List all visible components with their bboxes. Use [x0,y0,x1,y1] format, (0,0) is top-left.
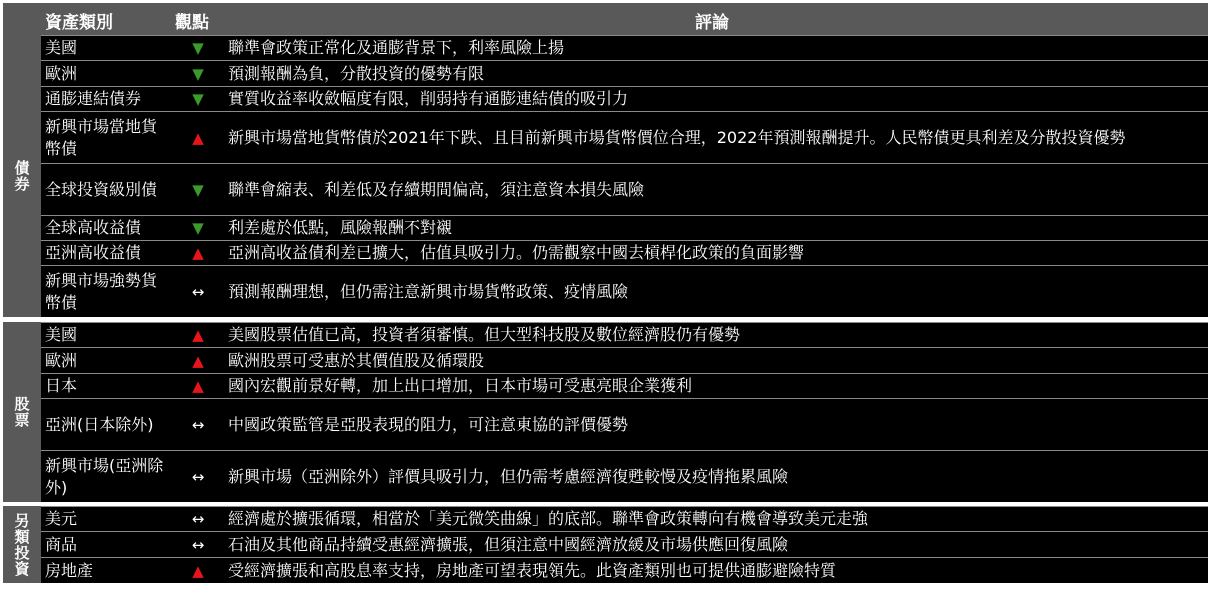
comment-text: 亞洲高收益債利差已擴大，估值具吸引力。仍需觀察中國去槓桿化政策的負面影響 [228,243,805,262]
left-right-arrow-icon: ↔ [191,282,205,301]
asset-category: 通膨連結債券 [45,89,142,108]
group-label [3,506,41,583]
comment-text: 新興市場（亞洲除外）評價具吸引力，但仍需考慮經濟復甦較慢及疫情拖累風險 [228,466,789,486]
comment-text: 受經濟擴張和高股息率支持，房地產可望表現領先。此資產類別也可提供通膨避險特質 [228,560,837,580]
table-row [41,35,1208,60]
asset-group [3,506,1208,583]
up-arrow-icon: ▲ [192,128,204,147]
asset-group [3,35,1208,317]
down-arrow-icon: ▼ [192,219,204,237]
up-arrow-icon: ▲ [192,326,204,344]
table-row [41,163,1208,215]
left-right-arrow-icon: ↔ [191,467,205,486]
comment-text: 石油及其他商品持續受惠經濟擴張，但須注意中國經濟放緩及市場供應回復風險 [228,534,789,554]
table-row [41,373,1208,398]
asset-category: 新興市場強勢貨幣債 [45,270,158,312]
asset-category: 新興市場(亞洲除外) [45,455,164,497]
up-arrow-icon: ▲ [192,561,204,580]
asset-group [3,322,1208,502]
asset-category: 歐洲 [45,63,78,83]
up-arrow-icon: ▲ [192,351,204,370]
comment-text: 美國股票估值已高，投資者須審慎。但大型科技股及數位經濟股仍有優勢 [228,325,741,344]
group-label-text: 股票 [12,396,31,428]
group-label [3,35,41,317]
table-row [41,398,1208,450]
comment-text: 新興市場當地貨幣債於2021年下跌、且目前新興市場貨幣價位合理，2022年預測報酬提升。人民幣債更具利差及分散投資優勢 [228,127,1126,147]
left-right-arrow-icon: ↔ [191,510,205,528]
header-view: 觀點 [175,13,209,33]
down-arrow-icon: ▼ [192,39,204,57]
table-row [41,60,1208,86]
comment-text: 預測報酬理想，但仍需注意新興市場貨幣政策、疫情風險 [228,281,629,301]
table-row [41,240,1208,265]
asset-category: 全球投資級別債 [45,179,158,199]
header-comment: 評論 [695,13,729,33]
asset-category: 商品 [45,534,78,554]
table-row [41,322,1208,347]
comment-text: 利差處於低點，風險報酬不對襯 [228,218,453,237]
table-row [41,215,1208,240]
group-label-text: 另類投資 [12,512,31,577]
table-row [41,265,1208,317]
down-arrow-icon: ▼ [192,180,204,199]
left-right-arrow-icon: ↔ [191,415,205,434]
table-row [41,557,1208,583]
asset-category: 日本 [45,376,78,395]
comment-text: 聯準會縮表、利差低及存續期間偏高，須注意資本損失風險 [228,179,645,199]
asset-category: 美元 [45,509,78,528]
comment-text: 聯準會政策正常化及通膨背景下，利率風險上揚 [228,38,565,57]
comment-text: 預測報酬為負，分散投資的優勢有限 [228,63,485,83]
comment-text: 歐洲股票可受惠於其價值股及循環股 [228,350,485,370]
table-row [41,450,1208,502]
down-arrow-icon: ▼ [192,90,204,108]
table-row [41,506,1208,531]
up-arrow-icon: ▲ [192,377,204,395]
comment-text: 中國政策監管是亞股表現的阻力，可注意東協的評價優勢 [228,414,629,434]
down-arrow-icon: ▼ [192,64,204,83]
asset-category: 全球高收益債 [45,218,142,237]
comment-text: 經濟處於擴張循環，相當於「美元微笑曲線」的底部。聯準會政策轉向有機會導致美元走強 [228,509,869,528]
header-asset-class: 資產類別 [45,13,113,33]
group-label-text: 債券 [12,160,31,192]
asset-category: 房地產 [45,560,94,580]
asset-category: 歐洲 [45,350,78,370]
asset-category: 新興市場當地貨幣債 [45,116,158,158]
table-row [41,111,1208,163]
left-right-arrow-icon: ↔ [191,535,205,554]
comment-text: 實質收益率收斂幅度有限，削弱持有通膨連結債的吸引力 [228,89,629,108]
table-header [3,3,1208,35]
asset-category: 亞洲(日本除外) [45,414,154,434]
table-row [41,347,1208,373]
up-arrow-icon: ▲ [192,244,204,262]
asset-category: 美國 [45,38,78,57]
asset-category: 亞洲高收益債 [45,243,142,262]
group-label [3,322,41,502]
comment-text: 國內宏觀前景好轉，加上出口增加，日本市場可受惠亮眼企業獲利 [228,376,693,395]
table-row [41,86,1208,111]
asset-category: 美國 [45,325,78,344]
table-row [41,531,1208,557]
